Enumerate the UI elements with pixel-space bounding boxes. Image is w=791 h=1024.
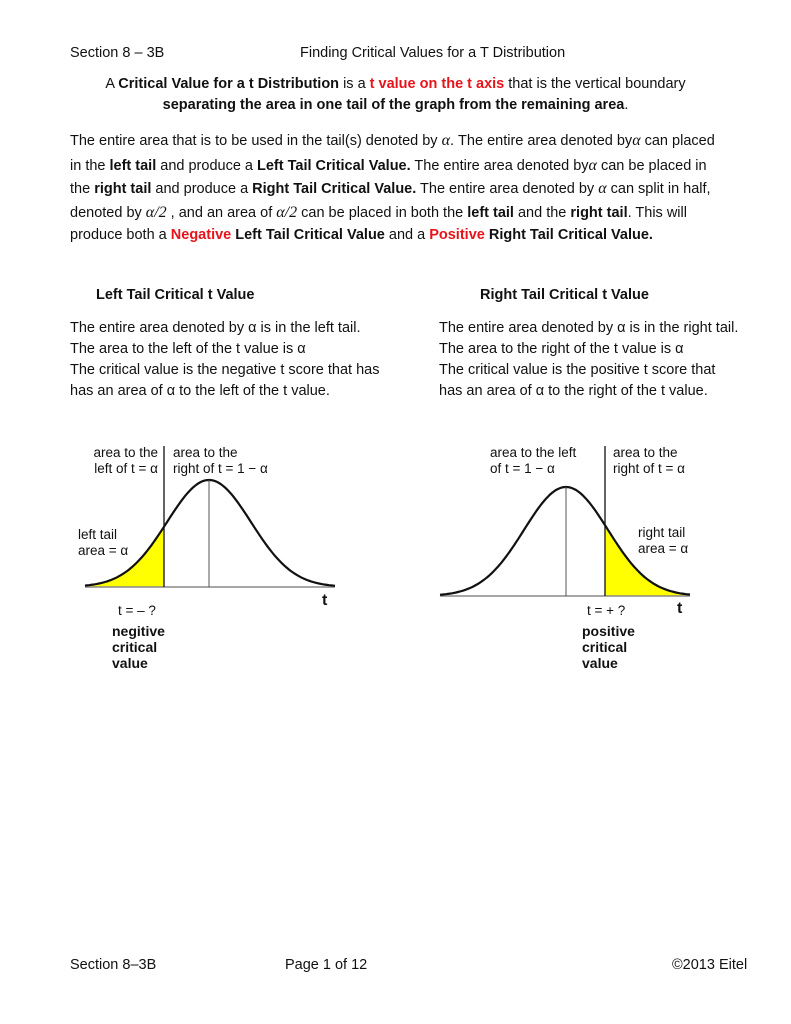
text-segment: . bbox=[624, 97, 629, 113]
text-line: has an area of α to the right of the t value. bbox=[439, 383, 708, 399]
text-segment: Right Tail Critical Value. bbox=[252, 181, 417, 197]
text-segment: that is the vertical boundary bbox=[504, 76, 686, 92]
text-segment: can be placed in bbox=[596, 158, 707, 174]
text-segment: . This will bbox=[627, 205, 687, 221]
text-segment: left tail bbox=[467, 205, 514, 221]
text-segment: and produce a bbox=[156, 158, 258, 174]
left-heading: Left Tail Critical t Value bbox=[96, 287, 255, 303]
text-line: The critical value is the positive t score that bbox=[439, 362, 716, 378]
text-line: has an area of α to the left of the t value. bbox=[70, 383, 330, 399]
text-segment: and the bbox=[513, 205, 571, 221]
text-segment: can placed bbox=[640, 133, 715, 149]
text-segment: can be placed in both the bbox=[297, 205, 468, 221]
math-symbol: α/2 bbox=[276, 204, 298, 221]
footer-copyright: ©2013 Eitel bbox=[672, 957, 748, 973]
text-segment: The entire area denoted by bbox=[416, 181, 599, 197]
text-segment: in the bbox=[70, 158, 110, 174]
text-segment: The entire area that is to be used in the tail(s) denoted by bbox=[70, 133, 442, 149]
text-segment: the bbox=[70, 181, 95, 197]
text-segment: Right Tail Critical Value. bbox=[484, 227, 653, 243]
text-segment: , and an area of bbox=[166, 205, 277, 221]
text-segment: A bbox=[105, 76, 119, 92]
header-title: Finding Critical Values for a T Distribution bbox=[300, 45, 566, 61]
text-segment: produce both a bbox=[70, 227, 171, 243]
tail-area-label: right tail area = α bbox=[638, 525, 689, 556]
math-symbol: α bbox=[632, 132, 641, 149]
text-segment: The entire area denoted by bbox=[410, 158, 589, 174]
text-segment: denoted by bbox=[70, 205, 146, 221]
right-area-label: area to the right of t = α bbox=[613, 445, 685, 476]
text-line: The entire area denoted by α is in the left tail. bbox=[70, 320, 361, 336]
left-area-label: area to the left of t = α bbox=[93, 445, 158, 476]
math-symbol: α/2 bbox=[145, 204, 167, 221]
text-line: The area to the left of the t value is α bbox=[70, 341, 306, 357]
text-segment: left tail bbox=[109, 158, 157, 174]
text-segment: . The entire area denoted by bbox=[450, 133, 633, 149]
text-segment: Left Tail Critical Value. bbox=[257, 158, 411, 174]
t-value-label: t = + ? bbox=[587, 603, 626, 618]
text-line: The area to the right of the t value is α bbox=[439, 341, 684, 357]
text-segment: Left Tail Critical Value bbox=[231, 227, 385, 243]
math-symbol: α bbox=[598, 180, 607, 197]
right-heading: Right Tail Critical t Value bbox=[480, 287, 649, 303]
footer-section: Section 8–3B bbox=[70, 957, 157, 973]
math-symbol: α bbox=[441, 132, 450, 149]
text-line: The critical value is the negative t score that has bbox=[70, 362, 380, 378]
tail-area-label: left tail area = α bbox=[78, 527, 129, 558]
text-segment: and a bbox=[384, 227, 430, 243]
math-symbol: α bbox=[588, 157, 597, 174]
text-segment: right tail bbox=[570, 205, 628, 221]
text-segment: can split in half, bbox=[606, 181, 711, 197]
text-segment: and produce a bbox=[151, 181, 253, 197]
text-segment: separating the area in one tail of the graph from the remaining area bbox=[162, 97, 625, 113]
t-value-label: t = – ? bbox=[118, 603, 156, 618]
right-area-label: area to the right of t = 1 − α bbox=[173, 445, 268, 476]
axis-label: t bbox=[322, 592, 328, 609]
text-segment: Critical Value for a t Distribution bbox=[118, 76, 340, 92]
header-section: Section 8 – 3B bbox=[70, 45, 165, 61]
text-segment: Negative bbox=[170, 227, 232, 243]
critical-value-label: positive critical value bbox=[582, 623, 635, 671]
text-line: The entire area denoted by α is in the right tail. bbox=[439, 320, 739, 336]
axis-label: t bbox=[677, 600, 683, 617]
left-area-label: area to the left of t = 1 − α bbox=[490, 445, 577, 476]
critical-value-label: negitive critical value bbox=[112, 623, 165, 671]
text-segment: is a bbox=[339, 76, 370, 92]
text-segment: right tail bbox=[94, 181, 152, 197]
text-segment: t value on the t axis bbox=[369, 76, 505, 92]
text-segment: Positive bbox=[429, 227, 485, 243]
footer-page: Page 1 of 12 bbox=[285, 957, 368, 973]
